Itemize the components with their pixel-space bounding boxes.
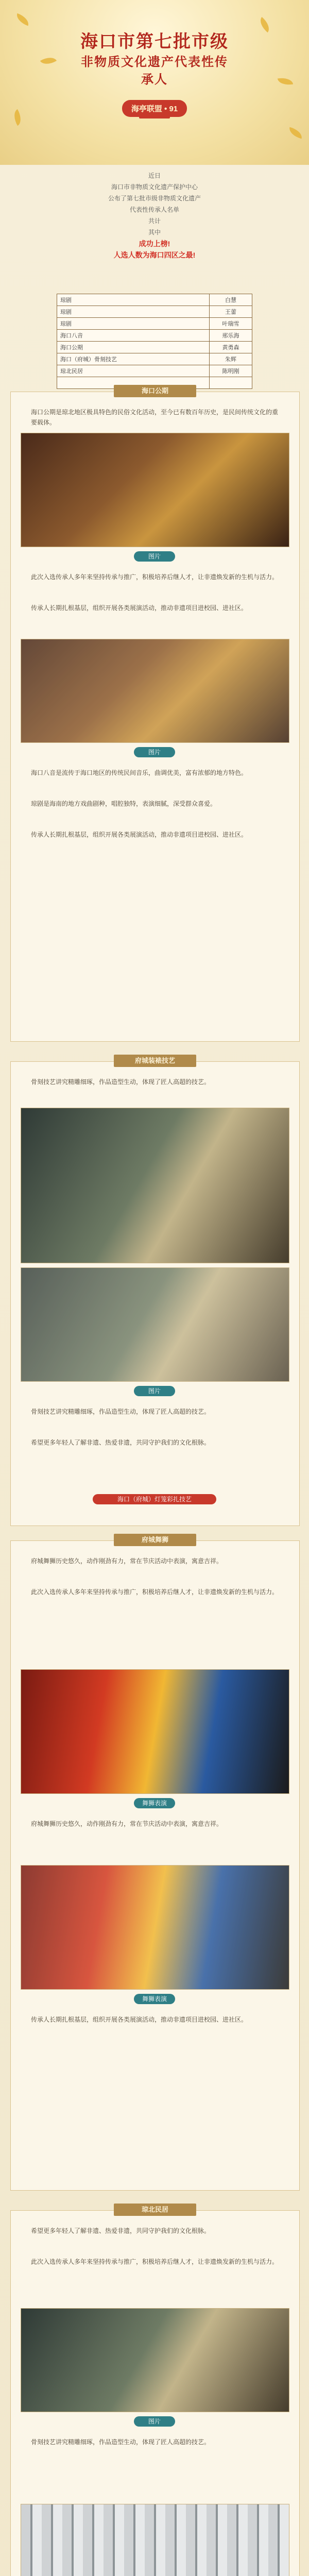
table-cell: 海口公期: [57, 342, 210, 353]
table-row: [57, 294, 252, 306]
section-label: 海口（府城）灯笼彩扎技艺: [93, 1494, 216, 1504]
photo-temple: [21, 433, 289, 547]
paragraph: 府城舞狮历史悠久，动作刚劲有力，常在节庆活动中表演，寓意吉祥。: [31, 1557, 223, 1565]
photo-lion-dance: [21, 1669, 289, 1794]
section-heading: 琼北民居: [114, 2204, 196, 2216]
table-cell: 朱辉: [210, 353, 252, 365]
paragraph: 传承人长期扎根基层，组织开展各类展演活动，推动非遗项目进校园、进社区。: [31, 2016, 248, 2023]
photo-caption: 图片: [134, 1386, 175, 1396]
photo-caption: 舞狮表演: [134, 1994, 175, 2004]
intro-highlight: 人选人数为海口四区之最!: [113, 251, 196, 259]
section-heading: 海口公期: [114, 385, 196, 397]
paragraph: 海口公期是琼北地区极具特色的民俗文化活动，至今已有数百年历史，是民间传统文化的重要载体。: [31, 409, 279, 426]
paragraph: 此次入选传承人多年来坚持传承与推广，积极培养后继人才，让非遗焕发新的生机与活力。: [31, 1588, 279, 1596]
intro-text: [31, 170, 278, 261]
photo-carving: [21, 2308, 289, 2412]
table-cell: 琼剧: [57, 306, 210, 318]
section-heading: 府城装裱技艺: [114, 1055, 196, 1067]
paragraph: 此次入选传承人多年来坚持传承与推广，积极培养后继人才，让非遗焕发新的生机与活力。: [31, 573, 279, 581]
photo-craftwork-2: [21, 1267, 289, 1382]
table-row: [57, 342, 252, 353]
section-heading: 府城舞狮: [114, 1534, 196, 1546]
table-row: [57, 330, 252, 342]
photo-caption: 舞狮表演: [134, 1798, 175, 1808]
inheritor-table: [57, 294, 252, 389]
table-cell: 叶瑞雪: [210, 318, 252, 330]
paragraph: 希望更多年轻人了解非遗、热爱非遗，共同守护我们的文化根脉。: [31, 2227, 211, 2234]
table-row: [57, 353, 252, 365]
paragraph: 府城舞狮历史悠久，动作刚劲有力，常在节庆活动中表演，寓意吉祥。: [31, 1820, 223, 1827]
table-row: [57, 306, 252, 318]
paragraph: 传承人长期扎根基层，组织开展各类展演活动，推动非遗项目进校园、进社区。: [31, 604, 248, 612]
paragraph: 此次入选传承人多年来坚持传承与推广，积极培养后继人才，让非遗焕发新的生机与活力。: [31, 2258, 279, 2265]
photo-caption: 图片: [134, 2416, 175, 2427]
table-cell: 琼剧: [57, 294, 210, 306]
photo-lion-dance-2: [21, 1865, 289, 1990]
intro-line: 共计: [148, 217, 161, 225]
intro-highlight: 成功上榜!: [139, 240, 170, 248]
table-cell: 黄勇森: [210, 342, 252, 353]
paragraph: 琼剧是海南的地方戏曲剧种，唱腔独特，表演细腻，深受群众喜爱。: [31, 800, 217, 807]
paragraph: 骨刻技艺讲究精雕细琢，作品造型生动，体现了匠人高超的技艺。: [31, 1078, 211, 1086]
table-row: [57, 318, 252, 330]
table-cell: 海口八音: [57, 330, 210, 342]
intro-line: 近日: [148, 172, 161, 179]
table-cell: 琼剧: [57, 318, 210, 330]
source-tag: 海亭联盟 • 91: [122, 100, 187, 117]
table-cell: [210, 377, 252, 389]
table-row: [57, 365, 252, 377]
intro-line: 其中: [148, 229, 161, 236]
photo-caption: 图片: [134, 551, 175, 562]
divider: [139, 116, 170, 118]
paragraph: 希望更多年轻人了解非遗、热爱非遗，共同守护我们的文化根脉。: [31, 1439, 211, 1446]
title-block: [77, 31, 232, 117]
table-cell: 邢乐海: [210, 330, 252, 342]
intro-line: 公布了第七批市级非物质文化遗产: [108, 195, 201, 202]
table-cell: 海口（府城）骨刻技艺: [57, 353, 210, 365]
table-cell: 琼北民居: [57, 365, 210, 377]
paragraph: 骨刻技艺讲究精雕细琢，作品造型生动，体现了匠人高超的技艺。: [31, 1408, 211, 1415]
table-cell: 陈明刚: [210, 365, 252, 377]
paragraph: 传承人长期扎根基层，组织开展各类展演活动，推动非遗项目进校园、进社区。: [31, 831, 248, 838]
header-banner: [0, 0, 309, 165]
photo-tools: [21, 2504, 289, 2576]
photo-craftwork: [21, 1108, 289, 1263]
intro-line: 代表性传承人名单: [129, 206, 179, 213]
paragraph: 骨刻技艺讲究精雕细琢，作品造型生动，体现了匠人高超的技艺。: [31, 2438, 211, 2446]
table-cell: 王蕾: [210, 306, 252, 318]
photo-caption: 图片: [134, 747, 175, 757]
intro-line: 海口市非物质文化遗产保护中心: [111, 183, 198, 191]
page-title-line1: 海口市第七批市级: [80, 32, 229, 52]
paragraph: 海口八音是流传于海口地区的传统民间音乐，曲调优美，富有浓郁的地方特色。: [31, 769, 248, 776]
table-cell: 白慧: [210, 294, 252, 306]
photo-ceremony: [21, 639, 289, 743]
page-title-line2: 非物质文化遗产代表性传承人: [81, 56, 228, 87]
